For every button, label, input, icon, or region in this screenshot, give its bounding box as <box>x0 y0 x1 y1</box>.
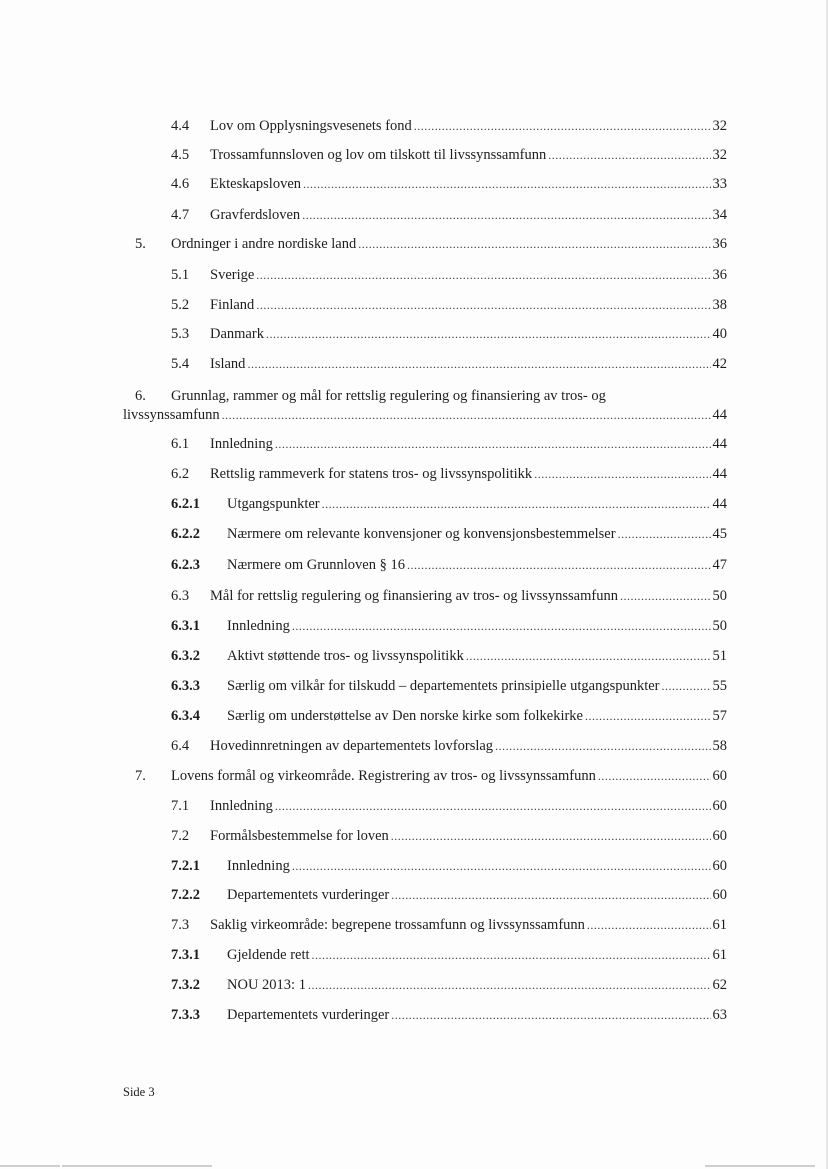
toc-title: Særlig om understøttelse av Den norske kirke som folkekirke <box>227 708 583 724</box>
toc-entry[interactable] <box>171 914 727 936</box>
toc-entry[interactable] <box>171 323 727 345</box>
toc-leader-dots <box>247 353 710 375</box>
toc-entry[interactable] <box>171 705 727 727</box>
toc-leader-dots <box>407 554 711 576</box>
toc-number: 6.2.2 <box>171 526 200 542</box>
toc-title: Hovedinnretningen av departementets lovforslag <box>210 738 494 754</box>
toc-entry[interactable] <box>135 233 727 255</box>
toc-page-number: 47 <box>712 557 727 573</box>
toc-title: Danmark <box>210 326 264 342</box>
toc-leader-dots <box>391 884 710 906</box>
toc-leader-dots <box>302 204 710 226</box>
toc-entry[interactable] <box>171 493 727 515</box>
toc-title: Gjeldende rett <box>227 947 310 963</box>
toc-title: Rettslig rammeverk for statens tros- og livssynspolitikk <box>210 466 533 482</box>
toc-title: Gravferdsloven <box>210 207 301 223</box>
toc-page-number: 44 <box>712 496 727 512</box>
toc-number: 4.5 <box>171 147 190 163</box>
toc-page-number: 63 <box>712 1007 727 1023</box>
toc-title: Lovens formål og virkeområde. Registrering av tros- og livssynssamfunn <box>171 768 596 784</box>
toc-entry[interactable] <box>171 353 727 375</box>
toc-number: 4.7 <box>171 207 190 223</box>
toc-page-number: 44 <box>712 407 727 423</box>
toc-number: 6.3.2 <box>171 648 200 664</box>
toc-entry[interactable] <box>171 974 727 996</box>
toc-number: 6.3.1 <box>171 618 200 634</box>
toc-title: Innledning <box>210 798 273 814</box>
toc-title: Trossamfunnsloven og lov om tilskott til livssynssamfunn <box>210 147 547 163</box>
toc-page-number: 44 <box>712 466 727 482</box>
toc-entry[interactable] <box>171 554 727 576</box>
toc-leader-dots <box>292 615 711 637</box>
toc-entry[interactable] <box>171 795 727 817</box>
toc-leader-dots <box>275 795 711 817</box>
toc-page-number: 60 <box>712 768 727 784</box>
toc-entry[interactable] <box>171 944 727 966</box>
toc-number: 6.3.3 <box>171 678 200 694</box>
toc-leader-dots <box>275 433 711 455</box>
toc-number: 7.2.1 <box>171 858 200 874</box>
toc-number: 7.3 <box>171 917 190 933</box>
toc-leader-dots <box>222 404 711 426</box>
toc-leader-dots <box>620 585 711 607</box>
toc-leader-dots <box>414 115 711 137</box>
toc-entry[interactable] <box>171 463 727 485</box>
toc-leader-dots <box>585 705 711 727</box>
toc-number: 5.3 <box>171 326 190 342</box>
toc-page-number: 36 <box>712 267 727 283</box>
toc-entry[interactable] <box>171 264 727 286</box>
toc-title: Ekteskapsloven <box>210 176 302 192</box>
toc-page-number: 55 <box>712 678 727 694</box>
toc-page-number: 60 <box>712 858 727 874</box>
toc-page-number: 50 <box>712 588 727 604</box>
toc-leader-dots <box>266 323 711 345</box>
toc-entry[interactable] <box>171 645 727 667</box>
toc-page-number: 60 <box>712 798 727 814</box>
toc-title: Innledning <box>227 858 290 874</box>
toc-page-number: 36 <box>712 236 727 252</box>
toc-entry[interactable] <box>171 294 727 316</box>
toc-number: 6.3 <box>171 588 190 604</box>
toc-number: 6.1 <box>171 436 190 452</box>
toc-leader-dots <box>322 493 711 515</box>
toc-leader-dots <box>312 944 711 966</box>
toc-entry[interactable] <box>171 735 727 757</box>
toc-page-number: 42 <box>712 356 727 372</box>
toc-entry[interactable] <box>171 173 727 195</box>
toc-entry[interactable] <box>171 585 727 607</box>
toc-number: 6.2 <box>171 466 190 482</box>
toc-entry[interactable] <box>171 675 727 697</box>
toc-title: Mål for rettslig regulering og finansiering av tros- og livssynssamfunn <box>210 588 618 604</box>
toc-number: 7.1 <box>171 798 190 814</box>
toc-page-number: 61 <box>712 917 727 933</box>
toc-leader-dots <box>256 264 710 286</box>
toc-leader-dots <box>587 914 711 936</box>
toc-number: 7.2.2 <box>171 887 200 903</box>
toc-page-number: 32 <box>712 118 727 134</box>
toc-title: Nærmere om Grunnloven § 16 <box>227 557 405 573</box>
toc-leader-dots <box>662 675 711 697</box>
toc-leader-dots <box>548 144 710 166</box>
toc-number: 5.2 <box>171 297 190 313</box>
toc-leader-dots <box>618 523 711 545</box>
toc-number: 6.2.1 <box>171 496 200 512</box>
toc-title: Sverige <box>210 267 255 283</box>
toc-entry[interactable] <box>171 523 727 545</box>
toc-title: Formålsbestemmelse for loven <box>210 828 389 844</box>
toc-title: livssynssamfunn <box>123 407 220 423</box>
toc-entry[interactable] <box>171 884 727 906</box>
toc-leader-dots <box>256 294 710 316</box>
page-footer-number: Side 3 <box>123 1085 155 1099</box>
toc-title: Innledning <box>210 436 273 452</box>
toc-number: 5.4 <box>171 356 190 372</box>
toc-title: Utgangspunkter <box>227 496 320 512</box>
toc-leader-dots <box>391 1004 710 1026</box>
toc-number: 7. <box>135 768 146 784</box>
toc-leader-dots <box>466 645 711 667</box>
toc-number: 5. <box>135 236 146 252</box>
toc-leader-dots <box>534 463 710 485</box>
toc-number: 7.3.3 <box>171 1007 200 1023</box>
toc-title: Aktivt støttende tros- og livssynspolitikk <box>227 648 464 664</box>
toc-page-number: 61 <box>712 947 727 963</box>
toc-entry[interactable] <box>171 855 727 877</box>
toc-number: 4.4 <box>171 118 190 134</box>
toc-page-number: 50 <box>712 618 727 634</box>
toc-title: Island <box>210 356 246 372</box>
toc-entry[interactable] <box>171 115 727 137</box>
toc-number: 7.2 <box>171 828 190 844</box>
toc-title: Departementets vurderinger <box>227 887 390 903</box>
toc-leader-dots <box>358 233 710 255</box>
toc-number: 6.3.4 <box>171 708 200 724</box>
toc-title: NOU 2013: 1 <box>227 977 306 993</box>
toc-title: Finland <box>210 297 255 313</box>
toc-page-number: 33 <box>712 176 727 192</box>
scan-artifact-line <box>62 1165 212 1167</box>
toc-number: 7.3.1 <box>171 947 200 963</box>
scan-artifact-line <box>705 1165 815 1167</box>
toc-entry[interactable] <box>135 765 727 787</box>
toc-page-number: 60 <box>712 828 727 844</box>
toc-number: 6.2.3 <box>171 557 200 573</box>
toc-leader-dots <box>495 735 710 757</box>
toc-number: 5.1 <box>171 267 190 283</box>
toc-entry[interactable] <box>171 144 727 166</box>
toc-page-number: 60 <box>712 887 727 903</box>
toc-number: 7.3.2 <box>171 977 200 993</box>
toc-leader-dots <box>598 765 711 787</box>
toc-page-number: 62 <box>712 977 727 993</box>
toc-page-number: 34 <box>712 207 727 223</box>
toc-leader-dots <box>292 855 711 877</box>
toc-title: Ordninger i andre nordiske land <box>171 236 357 252</box>
toc-page-number: 32 <box>712 147 727 163</box>
toc-title: Nærmere om relevante konvensjoner og konvensjonsbestemmelser <box>227 526 616 542</box>
toc-leader-dots <box>303 173 710 195</box>
toc-entry[interactable] <box>123 404 727 426</box>
toc-page-number: 45 <box>712 526 727 542</box>
toc-number: 4.6 <box>171 176 190 192</box>
toc-page-number: 44 <box>712 436 727 452</box>
toc-page-number: 38 <box>712 297 727 313</box>
toc-number: 6.4 <box>171 738 190 754</box>
toc-entry[interactable] <box>171 204 727 226</box>
toc-page-number: 57 <box>712 708 727 724</box>
toc-page-number: 51 <box>712 648 727 664</box>
toc-title: Lov om Opplysningsvesenets fond <box>210 118 412 134</box>
toc-page-number: 58 <box>712 738 727 754</box>
toc-leader-dots <box>308 974 711 996</box>
scan-artifact-line <box>0 1165 60 1167</box>
toc-entry[interactable] <box>171 825 727 847</box>
toc-title: Særlig om vilkår for tilskudd – departementets prinsipielle utgangspunkter <box>227 678 660 694</box>
toc-title: Saklig virkeområde: begrepene trossamfunn og livssynssamfunn <box>210 917 585 933</box>
toc-title-line-1: Grunnlag, rammer og mål for rettslig regulering og finansiering av tros- og <box>171 388 606 404</box>
toc-entry[interactable] <box>171 615 727 637</box>
toc-title: Departementets vurderinger <box>227 1007 390 1023</box>
toc-number: 6. <box>135 388 146 404</box>
toc-title: Innledning <box>227 618 290 634</box>
toc-page-number: 40 <box>712 326 727 342</box>
toc-entry[interactable] <box>171 1004 727 1026</box>
toc-entry[interactable] <box>171 433 727 455</box>
toc-leader-dots <box>391 825 711 847</box>
